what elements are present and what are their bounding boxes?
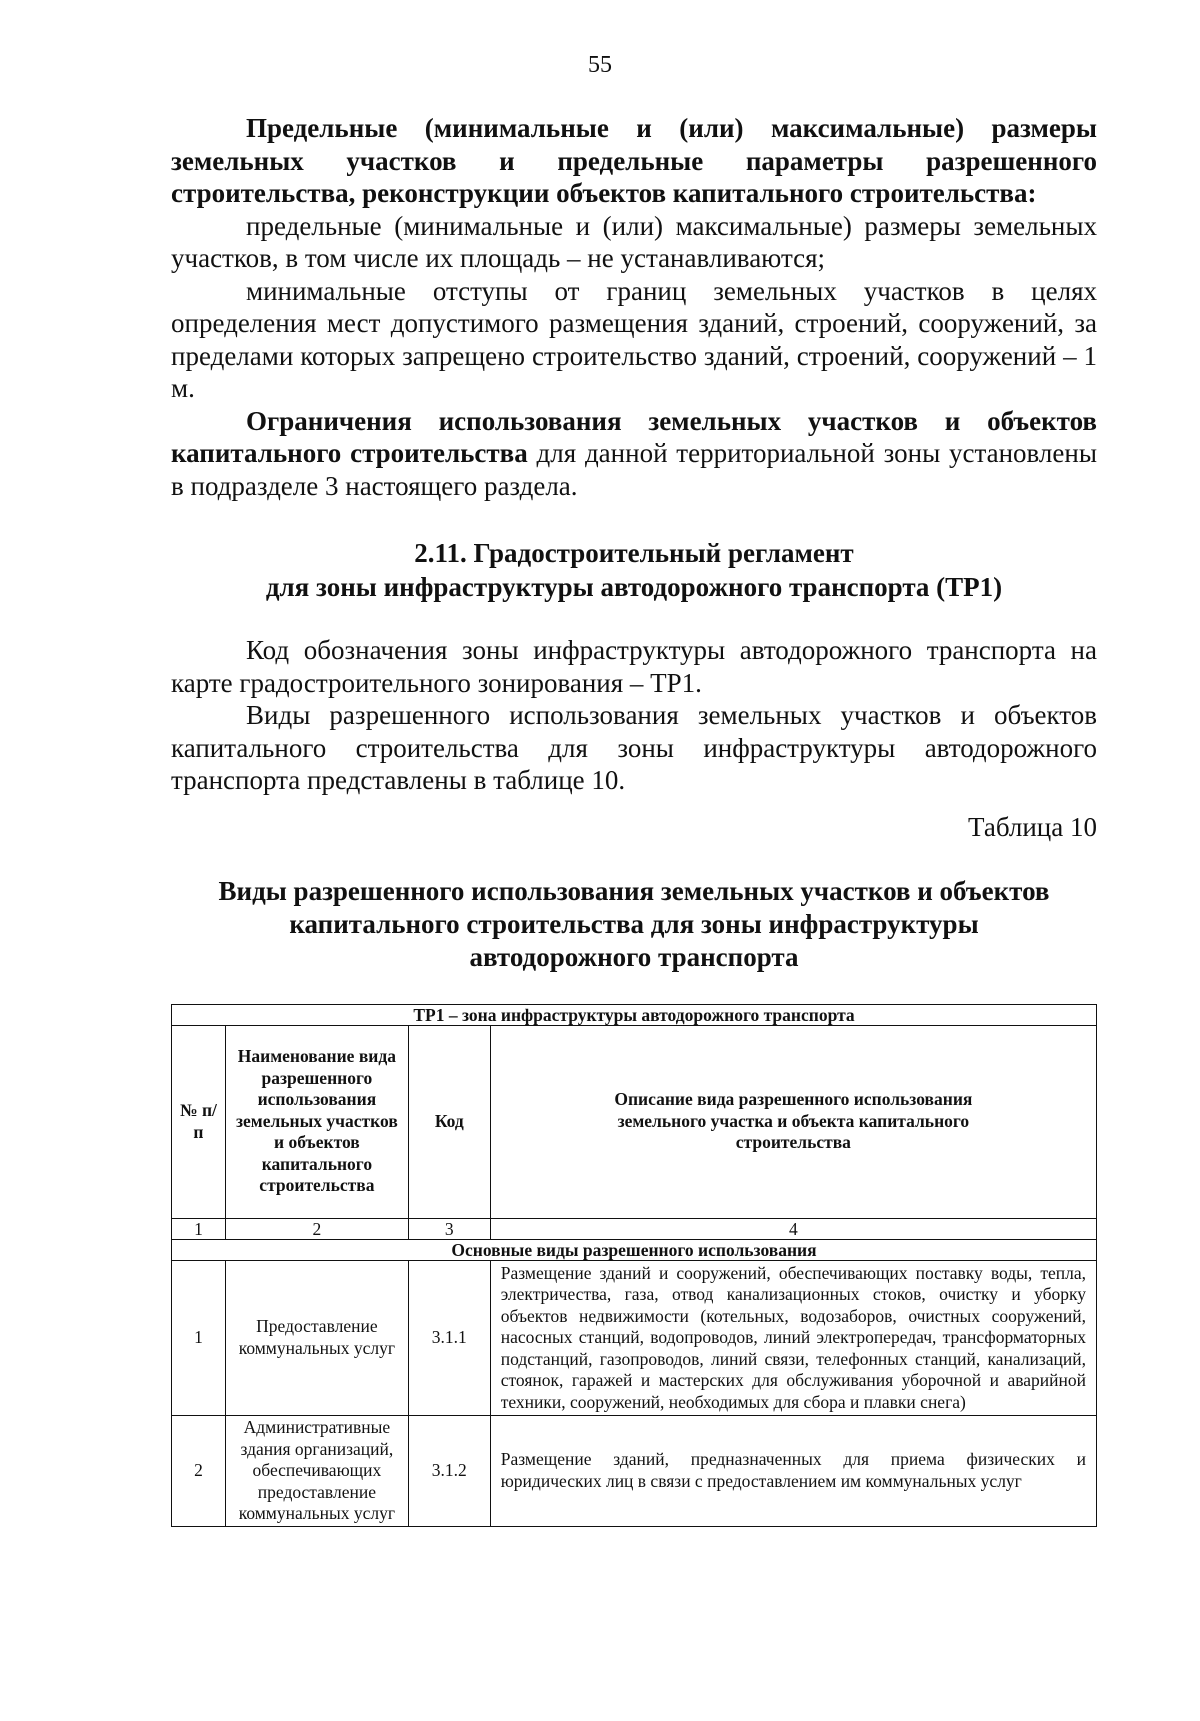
table-row (172, 1416, 1097, 1527)
column-number: 4 (490, 1218, 1096, 1239)
column-number: 1 (172, 1218, 226, 1239)
table-title (171, 875, 1097, 974)
table-title-line3: автодорожного транспорта (469, 941, 799, 972)
permitted-uses-paragraph: Виды разрешенного использования земельных участков и объектов капитального строительства для зоны инфраструктуры автодорожного транспорта представлены в таблице 10. (171, 700, 1097, 795)
table-title-line1: Виды разрешенного использования земельных участков и объектов (218, 875, 1050, 906)
section-header-cell: Основные виды разрешенного использования (172, 1239, 1097, 1260)
zone-code-paragraph: Код обозначения зоны инфраструктуры автодорожного транспорта на карте градостроительного зонирования – ТР1. (171, 635, 1097, 698)
row-description: Размещение зданий и сооружений, обеспечивающих поставку воды, тепла, электричества, газа, отвод канализационных стоков, очистку и уборку объектов недвижимости (котельных, водозаборов, очистных сооружений, насосных станций, водопроводов, линий электропередач, трансформаторных подстанций, газопроводов, линий связи, телефонных станций, канализаций, стоянок, гаражей и мастерских для обслуживания уборочной и аварийной техники, сооружений, необходимых для сбора и плавки снега) (490, 1260, 1096, 1416)
header-code: Код (408, 1025, 490, 1218)
table-caption: Таблица 10 (968, 811, 1097, 842)
limits-paragraph-setbacks: минимальные отступы от границ земельных участков в целях определения мест допустимого размещения зданий, строений, сооружений, за пределами которых запрещено строительство зданий, строений, сооружений – 1 м. (171, 275, 1097, 403)
section-header-row (172, 1239, 1097, 1260)
zone-header-row (172, 1004, 1097, 1025)
restrictions-rest-text: для данной территориальной зоны установлены в подразделе 3 настоящего раздела. (171, 438, 1097, 501)
header-num: № п/п (172, 1025, 226, 1218)
table-header-row (172, 1025, 1097, 1218)
table-title-line2: капитального строительства для зоны инфраструктуры (289, 908, 979, 939)
column-number-row (172, 1218, 1097, 1239)
zone-header-cell: ТР1 – зона инфраструктуры автодорожного транспорта (172, 1004, 1097, 1025)
section-heading-line2: для зоны инфраструктуры автодорожного транспорта (ТР1) (265, 572, 1003, 602)
row-description: Размещение зданий, предназначенных для приема физических и юридических лиц в связи с предоставлением им коммунальных услуг (490, 1416, 1096, 1527)
limits-paragraph-area: предельные (минимальные и (или) максимальные) размеры земельных участков, в том числе их площадь – не устанавливаются; (171, 210, 1097, 273)
row-code: 3.1.1 (408, 1260, 490, 1416)
row-name: Предоставление коммунальных услуг (225, 1260, 408, 1416)
limits-heading: Предельные (минимальные и (или) максимальные) размеры земельных участков и предельные параметры разрешенного строительства, реконструкции объектов капитального строительства: (171, 113, 1097, 208)
header-name: Наименование вида разрешенного использования земельных участков и объектов капитального строительства (225, 1025, 408, 1218)
row-name: Административные здания организаций, обеспечивающих предоставление коммунальных услуг (225, 1416, 408, 1527)
row-num: 1 (172, 1260, 226, 1416)
table-row (172, 1260, 1097, 1416)
permitted-uses-table (171, 1004, 1097, 1527)
column-number: 3 (408, 1218, 490, 1239)
section-heading-line1: 2.11. Градостроительный регламент (414, 538, 854, 568)
header-description: Описание вида разрешенного использования земельного участка и объекта капитального строительства (490, 1025, 1096, 1218)
row-code: 3.1.2 (408, 1416, 490, 1527)
page-content (171, 112, 1097, 1527)
column-number: 2 (225, 1218, 408, 1239)
section-heading (171, 536, 1097, 604)
row-num: 2 (172, 1416, 226, 1527)
page-number: 55 (588, 52, 612, 78)
restrictions-bold-text: Ограничения использования земельных участков и объектов капитального строительства (171, 405, 1097, 468)
restrictions-paragraph (171, 405, 1097, 503)
